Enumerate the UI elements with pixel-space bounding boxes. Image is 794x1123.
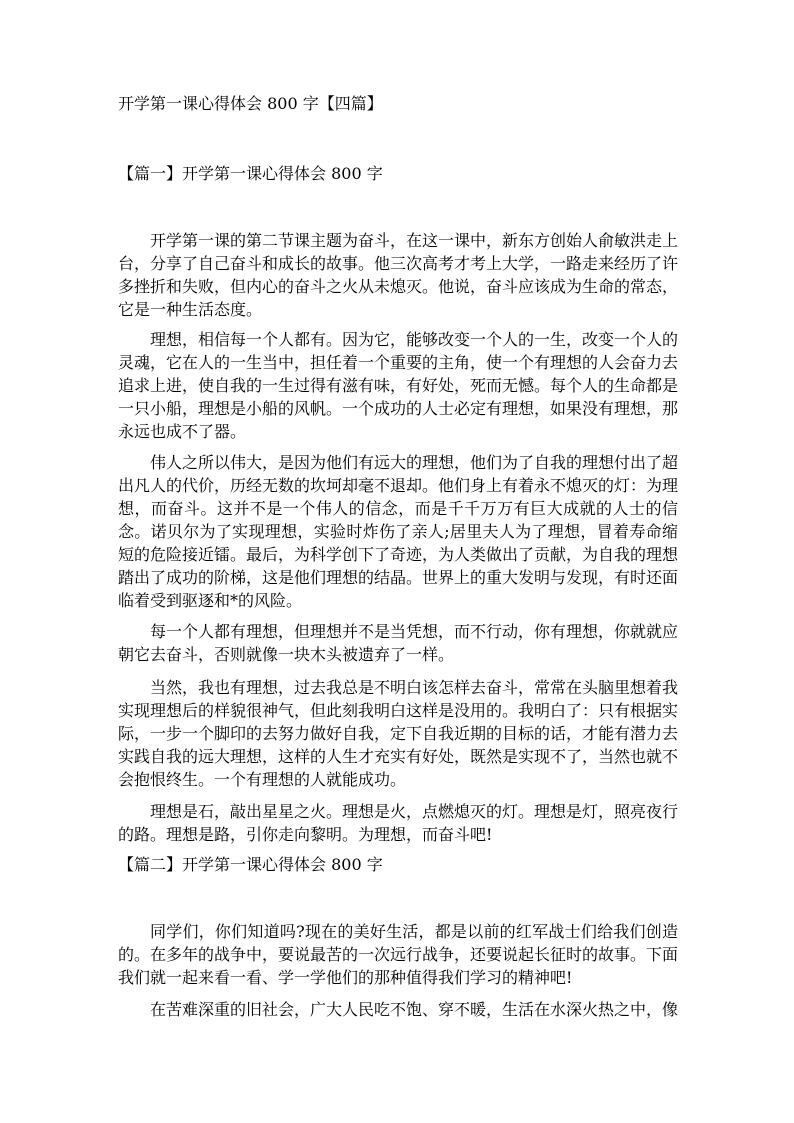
section-1-paragraph-2: 理想，相信每一个人都有。因为它，能够改变一个人的一生，改变一个人的灵魂，它在人的一生当中，担任着一个重要的主角，使一个有理想的人会奋力去追求上进，使自我的一生过得有滋有味，有好处，死而无憾。每个人的生命都是一只小船，理想是小船的风帆。一个成功的人士必定有理想，如果没有理想，那永远也成不了器。 bbox=[118, 330, 679, 441]
document-title: 开学第一课心得体会 800 字【四篇】 bbox=[118, 94, 383, 113]
section-2-paragraph-2: 在苦难深重的旧社会，广大人民吃不饱、穿不暖，生活在水深火热之中，像 bbox=[150, 1000, 679, 1019]
section-2-heading: 【篇二】开学第一课心得体会 800 字 bbox=[118, 855, 383, 874]
section-2-paragraph-1: 同学们，你们知道吗?现在的美好生活，都是以前的红军战士们给我们创造的。在多年的战争中，要说最苦的一次远行战争，还要说起长征时的故事。下面我们就一起来看一看、学一学他们的那种值得我们学习的精神吧! bbox=[118, 922, 679, 987]
section-1-paragraph-1: 开学第一课的第二节课主题为奋斗，在这一课中，新东方创始人俞敏洪走上台，分享了自己奋斗和成长的故事。他三次高考才考上大学，一路走来经历了许多挫折和失败，但内心的奋斗之火从未熄灭。他说，奋斗应该成为生命的常态，它是一种生活态度。 bbox=[118, 231, 679, 319]
section-1-paragraph-6: 理想是石，敲出星星之火。理想是火，点燃熄灭的灯。理想是灯，照亮夜行的路。理想是路，引你走向黎明。为理想，而奋斗吧! bbox=[118, 802, 679, 844]
section-1-paragraph-4: 每一个人都有理想，但理想并不是当凭想，而不行动，你有理想，你就就应朝它去奋斗，否则就像一块木头被遗弃了一样。 bbox=[118, 622, 679, 664]
section-1-paragraph-3: 伟人之所以伟大，是因为他们有远大的理想，他们为了自我的理想付出了超出凡人的代价，历经无数的坎坷却毫不退却。他们身上有着永不熄灭的灯：为理想，而奋斗。这并不是一个伟人的信念，而是千千万万有巨大成就的人士的信念。诺贝尔为了实现理想，实验时炸伤了亲人;居里夫人为了理想，冒着寿命缩短的危险接近镭。最后，为科学创下了奇迹，为人类做出了贡献，为自我的理想踏出了成功的阶梯，这是他们理想的结晶。世界上的重大发明与发现，有时还面临着受到驱逐和*的风险。 bbox=[118, 453, 679, 610]
section-1-paragraph-5: 当然，我也有理想，过去我总是不明白该怎样去奋斗，常常在头脑里想着我实现理想后的样貌很神气，但此刻我明白这样是没用的。我明白了：只有根据实际，一步一个脚印的去努力做好自我，定下自我近期的目标的话，才能有潜力去实践自我的远大理想，这样的人生才充实有好处，既然是实现不了，当然也就不会抱恨终生。一个有理想的人就能成功。 bbox=[118, 678, 679, 789]
section-1-heading: 【篇一】开学第一课心得体会 800 字 bbox=[118, 164, 383, 183]
